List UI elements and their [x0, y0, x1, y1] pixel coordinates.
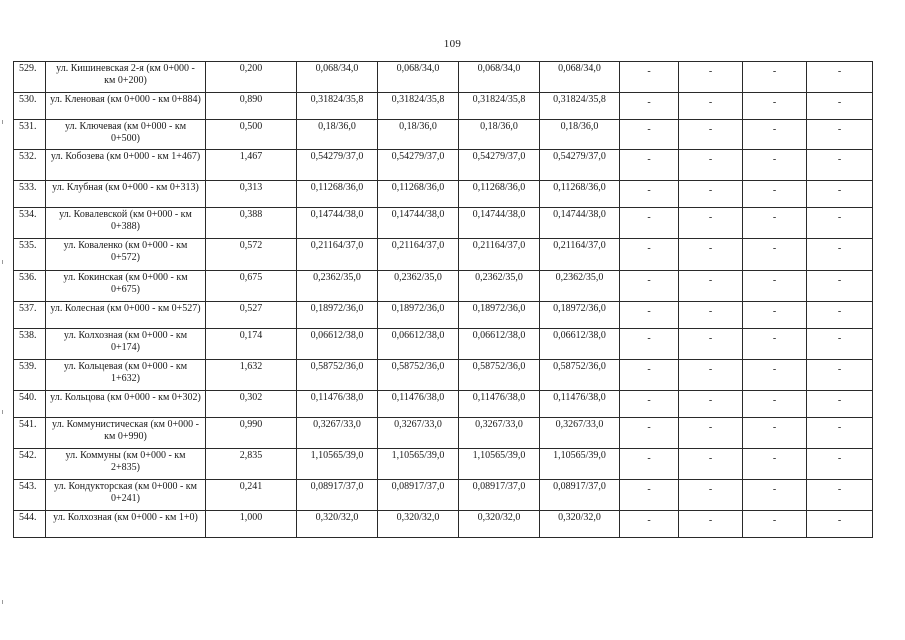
- street-name: ул. Кленовая (км 0+000 - км 0+884): [46, 93, 206, 120]
- road-length: 1,632: [206, 360, 297, 391]
- empty-value-2: -: [679, 120, 743, 150]
- empty-value-1: -: [620, 418, 679, 449]
- street-name: ул. Кобозева (км 0+000 - км 1+467): [46, 150, 206, 181]
- road-length: 1,000: [206, 511, 297, 538]
- empty-value-1: -: [620, 271, 679, 302]
- load-value-3: 0,18/36,0: [459, 120, 540, 150]
- empty-value-1: -: [620, 302, 679, 329]
- empty-value-4: -: [807, 181, 873, 208]
- load-value-3: 0,320/32,0: [459, 511, 540, 538]
- load-value-4: 0,068/34,0: [540, 62, 620, 93]
- page-number: 109: [443, 38, 462, 50]
- empty-value-2: -: [679, 480, 743, 511]
- empty-value-2: -: [679, 360, 743, 391]
- scan-margin-mark: [2, 260, 3, 264]
- row-number: 531.: [14, 120, 46, 150]
- table-row: [14, 271, 873, 302]
- table-row: [14, 302, 873, 329]
- street-name: ул. Колхозная (км 0+000 - км 1+0): [46, 511, 206, 538]
- load-value-4: 0,18972/36,0: [540, 302, 620, 329]
- empty-value-3: -: [743, 271, 807, 302]
- street-name: ул. Ковалевской (км 0+000 - км 0+388): [46, 208, 206, 239]
- road-length: 2,835: [206, 449, 297, 480]
- street-name: ул. Коммуны (км 0+000 - км 2+835): [46, 449, 206, 480]
- empty-value-2: -: [679, 449, 743, 480]
- empty-value-2: -: [679, 329, 743, 360]
- row-number: 539.: [14, 360, 46, 391]
- empty-value-4: -: [807, 62, 873, 93]
- empty-value-2: -: [679, 511, 743, 538]
- load-value-1: 0,18972/36,0: [297, 302, 378, 329]
- street-name: ул. Ключевая (км 0+000 - км 0+500): [46, 120, 206, 150]
- empty-value-4: -: [807, 239, 873, 271]
- table-row: [14, 208, 873, 239]
- row-number: 543.: [14, 480, 46, 511]
- empty-value-2: -: [679, 302, 743, 329]
- empty-value-1: -: [620, 93, 679, 120]
- empty-value-4: -: [807, 329, 873, 360]
- scan-margin-mark: [2, 410, 3, 414]
- load-value-3: 0,06612/38,0: [459, 329, 540, 360]
- road-length: 0,890: [206, 93, 297, 120]
- empty-value-3: -: [743, 480, 807, 511]
- load-value-1: 0,3267/33,0: [297, 418, 378, 449]
- load-value-3: 0,54279/37,0: [459, 150, 540, 181]
- load-value-2: 0,18972/36,0: [378, 302, 459, 329]
- load-value-2: 1,10565/39,0: [378, 449, 459, 480]
- empty-value-1: -: [620, 239, 679, 271]
- empty-value-2: -: [679, 391, 743, 418]
- load-value-2: 0,18/36,0: [378, 120, 459, 150]
- street-name: ул. Кокинская (км 0+000 - км 0+675): [46, 271, 206, 302]
- load-value-4: 0,06612/38,0: [540, 329, 620, 360]
- empty-value-2: -: [679, 93, 743, 120]
- load-value-1: 0,2362/35,0: [297, 271, 378, 302]
- empty-value-4: -: [807, 271, 873, 302]
- empty-value-3: -: [743, 329, 807, 360]
- road-length: 0,990: [206, 418, 297, 449]
- load-value-4: 1,10565/39,0: [540, 449, 620, 480]
- table-row: [14, 181, 873, 208]
- empty-value-3: -: [743, 181, 807, 208]
- load-value-3: 0,3267/33,0: [459, 418, 540, 449]
- empty-value-3: -: [743, 239, 807, 271]
- load-value-1: 0,31824/35,8: [297, 93, 378, 120]
- load-value-4: 0,320/32,0: [540, 511, 620, 538]
- street-name: ул. Кишиневская 2-я (км 0+000 - км 0+200): [46, 62, 206, 93]
- load-value-1: 1,10565/39,0: [297, 449, 378, 480]
- load-value-4: 0,21164/37,0: [540, 239, 620, 271]
- empty-value-3: -: [743, 120, 807, 150]
- road-length: 0,174: [206, 329, 297, 360]
- load-value-4: 0,11268/36,0: [540, 181, 620, 208]
- load-value-1: 0,14744/38,0: [297, 208, 378, 239]
- road-length: 0,675: [206, 271, 297, 302]
- row-number: 533.: [14, 181, 46, 208]
- table-row: [14, 360, 873, 391]
- road-length: 0,500: [206, 120, 297, 150]
- road-length: 0,572: [206, 239, 297, 271]
- table-row: [14, 329, 873, 360]
- load-value-3: 0,2362/35,0: [459, 271, 540, 302]
- load-value-2: 0,08917/37,0: [378, 480, 459, 511]
- load-value-3: 0,18972/36,0: [459, 302, 540, 329]
- empty-value-1: -: [620, 329, 679, 360]
- load-value-3: 0,08917/37,0: [459, 480, 540, 511]
- load-value-3: 0,068/34,0: [459, 62, 540, 93]
- empty-value-2: -: [679, 271, 743, 302]
- load-value-2: 0,54279/37,0: [378, 150, 459, 181]
- load-value-4: 0,18/36,0: [540, 120, 620, 150]
- street-name: ул. Кольцевая (км 0+000 - км 1+632): [46, 360, 206, 391]
- load-value-2: 0,58752/36,0: [378, 360, 459, 391]
- empty-value-4: -: [807, 93, 873, 120]
- empty-value-4: -: [807, 150, 873, 181]
- load-value-2: 0,068/34,0: [378, 62, 459, 93]
- table-row: [14, 93, 873, 120]
- table-row: [14, 480, 873, 511]
- empty-value-1: -: [620, 62, 679, 93]
- table-row: [14, 449, 873, 480]
- load-value-2: 0,14744/38,0: [378, 208, 459, 239]
- roads-table: [13, 61, 873, 538]
- empty-value-2: -: [679, 418, 743, 449]
- empty-value-1: -: [620, 181, 679, 208]
- empty-value-1: -: [620, 150, 679, 181]
- load-value-1: 0,068/34,0: [297, 62, 378, 93]
- empty-value-2: -: [679, 62, 743, 93]
- empty-value-2: -: [679, 150, 743, 181]
- empty-value-4: -: [807, 449, 873, 480]
- empty-value-2: -: [679, 239, 743, 271]
- load-value-3: 0,31824/35,8: [459, 93, 540, 120]
- load-value-2: 0,3267/33,0: [378, 418, 459, 449]
- table-row: [14, 511, 873, 538]
- load-value-2: 0,11476/38,0: [378, 391, 459, 418]
- street-name: ул. Колхозная (км 0+000 - км 0+174): [46, 329, 206, 360]
- street-name: ул. Коваленко (км 0+000 - км 0+572): [46, 239, 206, 271]
- load-value-4: 0,2362/35,0: [540, 271, 620, 302]
- row-number: 535.: [14, 239, 46, 271]
- street-name: ул. Колесная (км 0+000 - км 0+527): [46, 302, 206, 329]
- load-value-4: 0,3267/33,0: [540, 418, 620, 449]
- row-number: 540.: [14, 391, 46, 418]
- empty-value-3: -: [743, 302, 807, 329]
- load-value-3: 0,11268/36,0: [459, 181, 540, 208]
- load-value-4: 0,08917/37,0: [540, 480, 620, 511]
- empty-value-1: -: [620, 480, 679, 511]
- empty-value-1: -: [620, 511, 679, 538]
- road-length: 0,527: [206, 302, 297, 329]
- empty-value-1: -: [620, 120, 679, 150]
- row-number: 534.: [14, 208, 46, 239]
- empty-value-3: -: [743, 62, 807, 93]
- street-name: ул. Коммунистическая (км 0+000 - км 0+990): [46, 418, 206, 449]
- load-value-3: 0,14744/38,0: [459, 208, 540, 239]
- row-number: 532.: [14, 150, 46, 181]
- load-value-3: 0,11476/38,0: [459, 391, 540, 418]
- load-value-2: 0,31824/35,8: [378, 93, 459, 120]
- table-row: [14, 239, 873, 271]
- empty-value-3: -: [743, 449, 807, 480]
- load-value-2: 0,320/32,0: [378, 511, 459, 538]
- load-value-4: 0,14744/38,0: [540, 208, 620, 239]
- load-value-3: 0,58752/36,0: [459, 360, 540, 391]
- row-number: 538.: [14, 329, 46, 360]
- empty-value-1: -: [620, 208, 679, 239]
- load-value-2: 0,2362/35,0: [378, 271, 459, 302]
- empty-value-2: -: [679, 208, 743, 239]
- road-length: 0,388: [206, 208, 297, 239]
- empty-value-4: -: [807, 480, 873, 511]
- empty-value-1: -: [620, 360, 679, 391]
- empty-value-3: -: [743, 391, 807, 418]
- road-length: 0,200: [206, 62, 297, 93]
- empty-value-4: -: [807, 391, 873, 418]
- load-value-2: 0,21164/37,0: [378, 239, 459, 271]
- empty-value-3: -: [743, 208, 807, 239]
- empty-value-4: -: [807, 511, 873, 538]
- row-number: 536.: [14, 271, 46, 302]
- road-length: 0,241: [206, 480, 297, 511]
- table-row: [14, 418, 873, 449]
- load-value-1: 0,54279/37,0: [297, 150, 378, 181]
- empty-value-4: -: [807, 120, 873, 150]
- empty-value-4: -: [807, 418, 873, 449]
- load-value-2: 0,06612/38,0: [378, 329, 459, 360]
- empty-value-4: -: [807, 360, 873, 391]
- load-value-1: 0,58752/36,0: [297, 360, 378, 391]
- empty-value-4: -: [807, 302, 873, 329]
- empty-value-3: -: [743, 93, 807, 120]
- row-number: 544.: [14, 511, 46, 538]
- empty-value-3: -: [743, 511, 807, 538]
- scan-margin-mark: [2, 600, 3, 604]
- table-row: [14, 120, 873, 150]
- road-length: 0,302: [206, 391, 297, 418]
- empty-value-1: -: [620, 391, 679, 418]
- load-value-1: 0,08917/37,0: [297, 480, 378, 511]
- load-value-1: 0,21164/37,0: [297, 239, 378, 271]
- street-name: ул. Кольцова (км 0+000 - км 0+302): [46, 391, 206, 418]
- load-value-4: 0,31824/35,8: [540, 93, 620, 120]
- load-value-1: 0,11268/36,0: [297, 181, 378, 208]
- street-name: ул. Клубная (км 0+000 - км 0+313): [46, 181, 206, 208]
- row-number: 541.: [14, 418, 46, 449]
- load-value-3: 1,10565/39,0: [459, 449, 540, 480]
- load-value-1: 0,320/32,0: [297, 511, 378, 538]
- scan-margin-mark: [2, 120, 3, 124]
- road-length: 0,313: [206, 181, 297, 208]
- load-value-3: 0,21164/37,0: [459, 239, 540, 271]
- table-row: [14, 391, 873, 418]
- load-value-2: 0,11268/36,0: [378, 181, 459, 208]
- empty-value-1: -: [620, 449, 679, 480]
- load-value-1: 0,06612/38,0: [297, 329, 378, 360]
- empty-value-3: -: [743, 360, 807, 391]
- empty-value-4: -: [807, 208, 873, 239]
- row-number: 542.: [14, 449, 46, 480]
- empty-value-2: -: [679, 181, 743, 208]
- load-value-1: 0,11476/38,0: [297, 391, 378, 418]
- road-length: 1,467: [206, 150, 297, 181]
- empty-value-3: -: [743, 418, 807, 449]
- load-value-1: 0,18/36,0: [297, 120, 378, 150]
- table-row: [14, 62, 873, 93]
- row-number: 530.: [14, 93, 46, 120]
- load-value-4: 0,58752/36,0: [540, 360, 620, 391]
- row-number: 529.: [14, 62, 46, 93]
- row-number: 537.: [14, 302, 46, 329]
- load-value-4: 0,11476/38,0: [540, 391, 620, 418]
- table-body: [14, 62, 873, 538]
- table-row: [14, 150, 873, 181]
- load-value-4: 0,54279/37,0: [540, 150, 620, 181]
- empty-value-3: -: [743, 150, 807, 181]
- street-name: ул. Кондукторская (км 0+000 - км 0+241): [46, 480, 206, 511]
